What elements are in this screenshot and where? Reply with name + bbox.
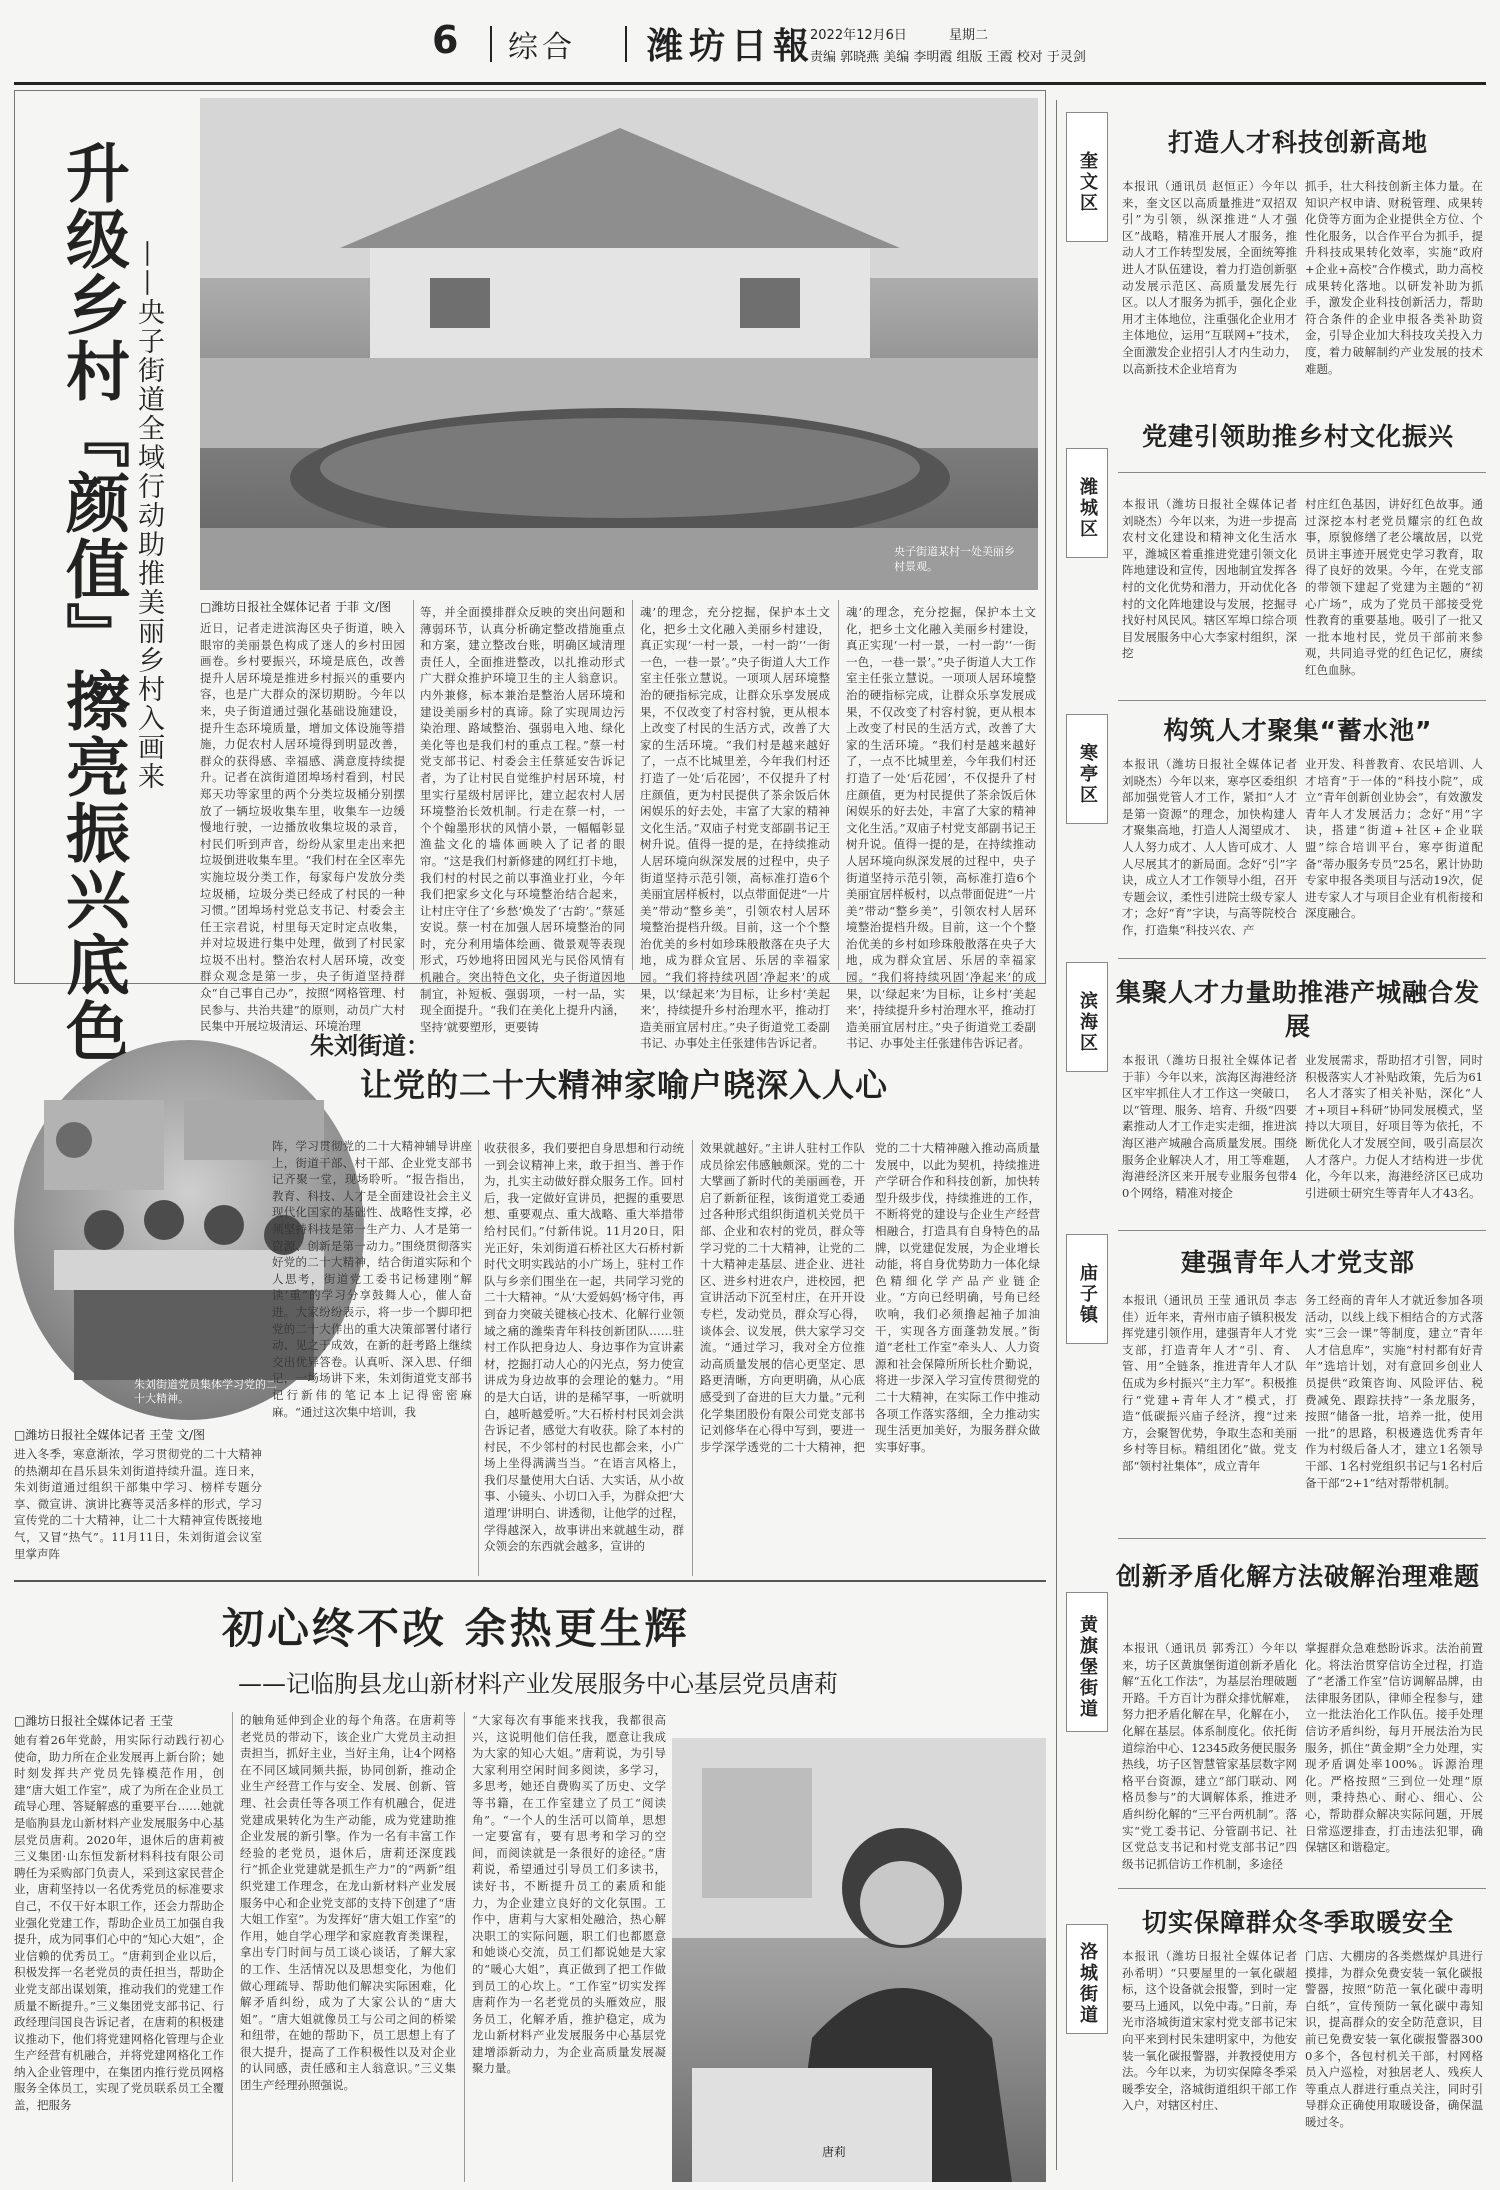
masthead-divider [625,26,627,62]
sidebar-rule [1118,472,1486,473]
zhuliu-body-col0: 进入冬季，寒意渐浓，学习贯彻党的二十大精神的热潮却在昌乐县朱刘街道持续升温。连日来，朱刘街道通过组织干部集中学习、榜样专题分享、微宣讲、演讲比赛等灵活多样的形式，学习宣传党的二十大精神，让二十大精神宣传既接地气，又冒“热气”。11月11日，朱刘街道会议室里掌声阵 [14,1447,262,1561]
tangli-byline: □潍坊日报社全媒体记者 王莹 [14,1714,174,1728]
lead-body-col1: 近日，记者走进滨海区央子街道，映入眼帘的美丽景色构成了迷人的乡村田园画卷。乡村要振兴，环境是底色，改善提升人居环境是推进乡村振兴的重要内容，也是广大群众的深切期盼。今年以来，央子街道通过强化基础设施建设，提升生态环境质量，增加文体设施等措施，力促农村人居环境得到明显改善，群众的获得感、幸福感、满意度持续提升。记者在滨街道团埠场村看到，村民郑天功等家里的两个分类垃圾桶分别摆放了一辆垃圾收集车里，收集车一边缓慢地行驶，一边播放收集垃圾的录音，村民们听到声音，纷纷从家里走出来把垃圾倒进收集车里。“我们村在全区率先实施垃圾分类工作，每家每户发放分类垃圾桶，垃圾分类已经成了村民的一种习惯。”团埠场村党总支书记、村委会主任王宗君说，村里每天定时定点收集，并对垃圾进行集中处理，做到了村民家垃圾不出村。整治农村人居环境，改变群众观念是第一步，央子街道坚持群众“自己事自己办”，按照“网格管理、村民参与、共治共建”的原则，动员广大村民集中开展垃圾清运、环境治理 [200,621,405,1034]
zhuliu-headline: 让党的二十大精神家喻户晓深入人心 [360,1066,889,1104]
sidebar-title: 构筑人才聚集“蓄水池” [1163,716,1433,745]
sidebar-rule [1118,700,1486,701]
sidebar-title: 创新矛盾化解方法破解治理难题 [1115,1562,1480,1591]
tangli-subhead: ——记临朐县龙山新材料产业发展服务中心基层党员唐莉 [238,1670,838,1698]
column-divider [692,1140,693,1576]
column-divider [232,1712,233,2182]
sidebar-body: 掌握群众急难愁盼诉求。法治前置化。将法治贯穿信访全过程，打造了“老潘工作室”信访调解品牌，由法律服务团队，律师全程参与，建立一批法治化工作队伍。接手处理信访矛盾纠纷，每月开展法治为民服务，抓住“黄金期”全力处理，实现矛盾调处率100%。诉源治理化。严格按照“三到位一处理”原则，秉持热心、耐心、细心、公心，帮助群众解决实际问题，开展日常巡逻排查，打击违法犯罪，确保辖区和谐稳定。 [1305,1641,1483,1855]
sidebar-body: 本报讯（潍坊日报社全媒体记者 于菲）今年以来，滨海区海港经济区牢牢抓住人才工作这一突破口，以“管理、服务、培育、升级”四要素推动人才工作走实走细，推进滨海区港产城融合高质量发展。围绕服务企业解决人才，用工等难题，海港经济区来开展专业服务包带40个网络，精准对接企 [1122,1053,1297,1200]
issue-date: 2022年12月6日 [810,28,907,43]
sidebar-district-tag: 滨海区 [1066,962,1108,1072]
lead-headline: 升级乡村『颜值』擦亮振兴底色 [55,140,130,1064]
sidebar-rule [1118,1538,1486,1539]
sidebar-district-tag: 潍城区 [1066,448,1108,558]
tangli-headline: 初心终不改 余热更生辉 [222,1604,690,1653]
sidebar-rule [1118,1230,1486,1231]
column-divider [632,600,633,970]
tangli-body-col3: “大家每次有事能来找我，我都很高兴，这说明他们信任我，愿意让我成为大家的知心大姐。”唐莉说，为引导大家利用空闲时间多阅读，多学习，多思考，她还自费购买了历史、文学等书籍，在工作室建立了员工“阅读角”。“一个人的生活可以简单，思想一定要富有，要有思考和学习的空间，而阅读就是一条很好的途径。”唐莉说，希望通过引导员工们多读书，读好书，不断提升员工的素质和能力，为企业建立良好的文化氛围。工作中，唐莉与大家相处融洽，热心解决职工的实际问题，职工们也都愿意和她谈心交流，员工们都说她是大家的“暖心大姐”，真正做到了把工作做到员工的心坎上。“工作室”切实发挥唐莉作为一名老党员的头雁效应，服务员工，化解矛盾，推护稳定，成为龙山新材料产业发展服务中心基层党建增添新动力，为企业高质量发展凝聚力量。 [472,1713,666,2076]
sidebar-body: 业开发、科普教育、农民培训、人才培育”于一体的“科技小院”，成立“青年创新创业协会”，有效激发青年人才发展活力；念好“用”字诀，搭建“街道+社区+企业联盟”综合培训平台，寒亭街道配备“蒂办服务专员”25名，累计协助专家申报各类项目与活动19次，促进专家人才与项目企业有机衔接和深度融合。 [1305,757,1483,921]
tangli-body-col2: 的触角延伸到企业的每个角落。在唐莉等老党员的带动下，该企业广大党员主动担责担当，抓好主业，当好主角，让4个网格在不同区域同频共振，协同创新，推动企业生产经营工作与安全、发展、创新、管理、社会责任等各项工作有机融合，促进党建成果转化为生产动能，成为党建助推企业发展的新引擎。作为一名有丰富工作经验的老党员，退休后，唐莉还深度践行“抓企业党建就是抓生产力”的“两新”组织党建工作理念，在龙山新材料产业发展服务中心和企业党支部的支持下创建了“唐大姐工作室”。为发挥好“唐大姐工作室”的作用，她自学心理学和家庭教育类课程，拿出专门时间与员工谈心谈话，了解大家的工作、生活情况以及思想变化，为他们做心理疏导、帮助他们解决实际困难，化解矛盾纠纷，成为了大家公认的“唐大姐”。“唐大姐就像员工与公司之间的桥梁和纽带，在她的帮助下，员工思想上有了很大提升，提高了工作积极性以及对企业的认同感，责任感和主人翁意识。”三义集团生产经理孙照强说。 [240,1713,456,2093]
sidebar-district-tag: 庙子镇 [1066,1234,1108,1344]
column-divider [478,1140,479,1576]
sidebar-rule [1118,1888,1486,1889]
sidebar-title: 打造人才科技创新高地 [1167,128,1428,157]
zhuliu-body-col2: 收获很多，我们要把自身思想和行动统一到会议精神上来，敢于担当、善于作为，扎实主动做好群众服务工作。回村后，我一定做好宣讲员，把握的重要思想、重要观点、重大战略、重大举措带给村民们。”付新伟说。11月20日，阳光正好，朱刘街道石桥社区大石桥村新时代文明实践站的小广场上，驻村工作队与乡亲们围坐在一起，共同学习党的二十大精神。“从‘大爱妈妈’杨守伟，再到奋力突破关键核心技术、化解行业领域之痛的潍柴青年科技创新团队……驻村工作队把身边人、身边事作为宣讲素材，挖掘打动人心的闪光点，努力使宣讲成为身边故事的会理论的魅力。“用的是大白话，讲的是稀罕事，一听就明白，越听越爱听。”大石桥村村民刘会洪告诉记者，感觉大有收获。除了本村的村民，不少邻村的村民也都会来，小广场上坐得满满当当。“在语言风格上，我们尽量使用大白话、大实话，从小故事、小镜头、小切口入手，为群众把‘大道理’讲明白、讲透彻，让他学的过程，学得越深入，故事讲出来就越生动，群众领会的东西就会越多，宣讲的 [484,1141,684,1554]
tangli-photo-caption: 唐莉 [822,2145,847,2159]
zhuliu-body-col3: 效果就越好。”主讲人驻村工作队成员徐宏伟感触颇深。党的二十大擘画了新时代的美丽画卷，开启了新新征程，该街道党工委通过各种形式组织街道机关党员干部、企业和农村的党员，群众等学习党的二十大精神，让党的二十大精神走基层、进企业、进社区、进乡村进农户，进校园，把宣讲活动下沉至村庄，在开开设专栏，发动党员，群众写心得，谈体会、议发展，供大家学习交流。“通过学习，我对全方位推动高质量发展的信心更坚定、思路更清晰，方向更明确，从心底感受到了奋进的巨大力量。”元利化学集团股份有限公司党支部书记刘修华在心得中写到，要进一步学深学透党的二十大精神，把党的二十大精神融入推动高质量发展中，以此为契机，持续推进产学研合作和科技创新，加快转型升级步伐，持续推进的工作，不断将党的建设与企业生产经营相融合，打造具有自身特色的品牌，以党建促发展，为企业增长动能，将自身优势助力一体化绿色精细化学产品产业链企业。“方向已经明确，号角已经吹响，我们必须撸起袖子加油干，实现各方面蓬勃发展。”街道“老杜工作室”牵头人、人力资源和社会保障所所长杜介勤说，将进一步深入学习宣传贯彻党的二十大精神，在实际工作中推动各项工作落实落细，全力推动实现生活更加美好，为服务群众做实事好事。 [700,1141,1040,1454]
sidebar-district-tag: 洛城街道 [1066,1924,1108,2034]
lead-body-col3: 魂’的理念，充分挖掘，保护本土文化，把乡土文化融入美丽乡村建设，真正实现‘一村一景，一村一韵’‘一街一色，一巷一景’。”央子街道人大工作室主任张立慧说。一项项人居环境整治的硬指标完成，让群众乐享发展成果，不仅改变了村容村貌，更从根本上改变了村民的生活方式，改善了大家的生活环境。“我们村是越来越好了，一点不比城里差，今年我们村还打造了一处‘后花园’，不仅提升了村庄颜值，更为村民提供了茶余饭后休闲娱乐的好去处，丰富了大家的精神文化生活。”双庙子村党支部副书记王树升说。值得一提的是，在持续推动人居环境向纵深发展的过程中，央子街道坚持示范引领，高标准打造6个美丽宜居样板村，以点带面促进“一片美”带动“整乡美”，引领农村人居环境整治提档升级。目前，这一个个整治优美的乡村如珍珠般散落在央子大地，成为群众宜居、乐居的幸福家园。“我们将持续巩固‘净起来’的成果，以‘绿起来’为目标，让乡村‘美起来’，持续提升乡村治理水平，推动打造美丽宜居村庄。”央子街道党工委副书记、办事处主任张建伟告诉记者。 [640,605,830,1051]
sidebar-body: 本报讯（潍坊日报社全媒体记者 孙希明）“只要屋里的一氧化碳超标，这个设备就会报警，到时一定要马上通风，以免中毒。”日前，寿光市洛城街道宋家村党支部书记宋向平来到村民朱建明家中，为他安装一氧化碳报警器，并教授使用方法。今年以来，为切实保障冬季采暖季安全，洛城街道组织干部工作入户，对辖区村庄、 [1122,1949,1297,2113]
sidebar-body: 抓手，壮大科技创新主体力量。在知识产权申请、财税管理、成果转化贷等方面为企业提供全方位、个性化服务，以合作平台为抓手，提升科技成果转化效率，实施“政府+企业+高校”合作模式，助力高校成果转化落地。以研发补助为抓手，激发企业科技创新活力，帮助符合条件的企业申报各类补助资金，引导企业加大科技攻关投入力度，着力破解制约产业发展的技术难题。 [1305,179,1483,376]
lead-photo [200,98,1038,590]
sidebar-body: 村庄红色基因，讲好红色故事。通过深挖本村老党员耀宗的红色故事，原貌修缮了老公壤故居，以党员讲主事迹开展党史学习教育，取得了良好的效果。今年，在党支部的带领下建起了党建为主题的“初心广场”，成为了党员干部接受党性教育的重要基地。吸引了一批又一批本地村民，党员干部前来参观，共同追寻党的红色记忆，赓续红色血脉。 [1305,497,1483,677]
lead-body-col2: 等，并全面摸排群众反映的突出问题和薄弱环节，认真分析确定整改措施重点和方案，建立整改台账，明确区域清理责任人，全面推进整改，以扎推动形式广大群众推护环境卫生的主人翁意识。内外兼修，标本兼治是整治人居环境和建设美丽乡村的真谛。除了实现周边污染治理、路域整治、强弱电入地、绿化美化等也是我们村的重点工程。”蔡一村党支部书记、村委会主任蔡延安告诉记者，为了让村民自觉维护村居环境，村里实行星级村居评比，建立起农村人居环境整治长效机制。行走在蔡一村，一个个翰墨形状的风情小景，一幅幅彰显渔盐文化的墙体画映入了记者的眼帘。“这是我们村新修建的网红打卡地，我们村的村民之前以事渔业打业，今年我们把家乡文化与环境整治结合起来，让村庄守住了‘乡愁’焕发了‘古韵’。”蔡延安说。蔡一村在加强人居环境整治的同时，充分利用墙体绘画、微景观等表现形式，巧妙地将田园风光与民俗风情有机融合。突出特色文化，央子街道因地制宜，补短板、强弱项，一村一品，实现全面提升。“我们在美化上提升内涵，坚持‘就要塑形，更要铸 [420,605,625,1034]
sidebar-body: 本报讯（通讯员 郭秀江）今年以来，坊子区黄旗堡街道创新矛盾化解“五化工作法”，为基层治理破题开路。千方百计为群众排忧解难，努力把矛盾化解在早，化解在小，化解在基层。体系制度化。依托街道综治中心、12345政务便民服务热线，坊子区智慧管家基层数字网格平台资源，建立“部门联动、网格员参与”的大调解体系，推进矛盾纠纷化解的“三平台两机制”。落实“党工委书记、分管副书记、社区党总支书记和村党支部书记”四级书记抓信访工作机制，多途径 [1122,1641,1297,1871]
column-divider [413,600,414,970]
sidebar-district-tag: 奎文区 [1066,112,1108,242]
masthead-rule [14,82,1486,85]
column-divider [838,600,839,970]
sidebar-title: 切实保障群众冬季取暖安全 [1141,1908,1454,1937]
zhuliu-body-col1: 阵，学习贯彻党的二十大精神辅导讲座上，街道干部、村干部、企业党支部书记齐聚一堂，现场聆听。“报告指出，教育、科技、人才是全面建设社会主义现代化国家的基础性、战略性支撑，必须坚持科技是第一生产力、人才是第一资源、创新是第一动力。”围绕贯彻落实好党的二十大精神，结合街道实际和个人思考，街道党工委书记杨建刚“解读‘重”的学习分享鼓舞人心，催人奋进。大家纷纷表示，将一步一个脚印把党的二十大作出的重大决策部署付诸行动、见之于成效，在新的赶考路上继续交出优异答卷。认真听、深入思、仔细记，一场场讲下来，朱刘街道党支部书记行新伟的笔记本上记得密密麻麻。“通过这次集中培训，我 [272,1139,472,1419]
lead-subhead: ——央子街道全域行动助推美丽乡村入画来 [133,240,164,791]
tangli-body-col1: 她有着26年党龄，用实际行动践行初心使命，助力所在企业发展再上新台阶；她时刻发挥共产党员先锋模范作用，创建“唐大姐工作室”，成了为所在企业员工疏导心理、答疑解惑的重要平台……她就是临朐县龙山新材料产业发展服务中心基层党员唐莉。2020年，退休后的唐莉被三义集团·山东恒发新材料科技有限公司聘任为采购部门负责人，采到这家民营企业，唐莉坚持以一名优秀党员的标准要求自己，不仅干好本职工作，还会力帮助企业强化党建工作，帮助企业员工加强自我提升，成为同事们心中的“知心大姐”，企业信赖的优秀员工。“唐莉到企业以后，积极发挥一名老党员的责任担当，帮助企业党支部出谋划策，推动我们的党建工作质量不断提升。”三义集团党支部书记、行政经理闫国良告诉记者，在唐莉的积极建议推动下，他们将党建网格化管理与企业生产经营有机融合，并将党建网格化工作纳入企业管理中，在集团内推行党员网格服务全体员工，实现了党员联系员工全覆盖，把服务 [14,1733,224,2113]
sidebar-body: 本报讯（潍坊日报社全媒体记者 刘晓杰）今年以来，寒亭区委组织部加强党管人才工作，紧扣“人才是第一资源”的理念，加快构建人才聚集高地，打造人人渴望成才、人人努力成才、人人皆可成才、人人尽展其才的新局面。念好“引”字诀，成立人才工作领导小组，召开专题会议，柔性引进院士级专家人才；念好“育”字诀，与高等院校合作，打造集“科技兴农、产 [1122,757,1297,937]
lead-body-col4: 魂’的理念，充分挖掘，保护本土文化，把乡土文化融入美丽乡村建设，真正实现‘一村一景，一村一韵’‘一街一色，一巷一景’。”央子街道人大工作室主任张立慧说。一项项人居环境整治的硬指标完成，让群众乐享发展成果，不仅改变了村容村貌，更从根本上改变了村民的生活方式，改善了大家的生活环境。“我们村是越来越好了，一点不比城里差，今年我们村还打造了一处‘后花园’，不仅提升了村庄颜值，更为村民提供了茶余饭后休闲娱乐的好去处，丰富了大家的精神文化生活。”双庙子村党支部副书记王树升说。值得一提的是，在持续推动人居环境向纵深发展的过程中，央子街道坚持示范引领，高标准打造6个美丽宜居样板村，以点带面促进“一片美”带动“整乡美”，引领农村人居环境整治提档升级。目前，这一个个整治优美的乡村如珍珠般散落在央子大地，成为群众宜居、乐居的幸福家园。“我们将持续巩固‘净起来’的成果，以‘绿起来’为目标，让乡村‘美起来’，持续提升乡村治理水平，推动打造美丽宜居村庄。”央子街道党工委副书记、办事处主任张建伟告诉记者。 [846,605,1036,1051]
newspaper-logo: 潍坊日報 [647,25,816,67]
sidebar-rule [1118,958,1486,959]
column-divider [464,1712,465,2182]
sidebar-district-tag: 黄旗堡街道 [1066,1592,1108,1732]
issue-weekday: 星期二 [949,28,989,43]
sidebar-body: 务工经商的青年人才就近参加各项活动，以线上线下相结合的方式落实“三会一课”等制度，建立“青年人才信息库”，实施“村村都有好青年”选培计划，对有意回乡创业人员提供“政策咨询、风险评估、税费减免、跟踪扶持”一条龙服务，按照“储备一批，培养一批，使用一批”的思路，积极遴选优秀青年作为村级后备人才，建立1名领导干部、1名村党组织书记与1名村后备干部“2+1”结对帮带机制。 [1305,1293,1483,1490]
sidebar-body: 本报讯（通讯员 赵恒正）今年以来，奎文区以高质量推进“双招双引”为引领，纵深推进“人才强区”战略，精准开展人才服务，推动人才工作转型发展，全面统筹推进人才队伍建设，着力打造创新驱动发展示范区、高质量发展先行区。以人才服务为抓手，强化企业用才主体地位，注重强化企业用才主体地位，运用“互联网+”技术，全面激发企业招引人才内生动力，以高新技术企业培育为 [1122,179,1297,376]
sidebar-district-tag: 寒亭区 [1066,714,1108,824]
masthead-divider [490,26,492,62]
zhuliu-byline: □潍坊日报社全媒体记者 王莹 文/图 [14,1428,206,1442]
sidebar-divider [1056,100,1057,2170]
section-name: 综合 [508,30,576,65]
sidebar-body: 业发展需求，帮助招才引智，同时积极落实人才补贴政策，先后为61名人才落实了相关补贴，深化“人才+项目+科研”协同发展模式，坚持以大项目，好项目等为依托，不断优化人才发展空间，吸引高层次人才落户。力促人才结构进一步优化，今年以来，海港经济区已成功引进硕士研究生等青年人才43名。 [1305,1053,1483,1200]
tangli-photo-scene [672,1738,1046,2182]
sidebar-body: 本报讯（潍坊日报社全媒体记者 刘晓杰）今年以来，为进一步提高农村文化建设和精神文化生活水平，潍城区着重推进党建引领文化阵地建设和宣传，因地制宜发挥各村的文化优势和潜力，开动优化各村的文化阵地建设与发展，挖掘寻找好村风民风。辖区军埠口综合项目发展服务中心大李家村组织，深挖 [1122,497,1297,661]
tangli-photo [672,1738,1046,2182]
lead-photo-caption: 央子街道某村一处美丽乡村景观。 [894,545,1015,573]
sidebar-body: 本报讯（通讯员 王莹 通讯员 李志佳）近年来，青州市庙子镇积极发挥党建引领作用，建强青年人才党支部，打造青年人才“引、育、管、用”全链条，推进青年人才队伍成为乡村振兴“主力军”。积极推行“党建+青年人才”模式，打造“低碳振兴庙子经济，搜“过来方，会聚智优势，争取生态和美丽乡村等目标。精组团化”做。党支部“领村社集体”，成立青年 [1122,1293,1297,1473]
page-number: 6 [432,18,459,62]
lead-photo-scene [200,98,1038,590]
sidebar-title: 建强青年人才党支部 [1180,1248,1415,1277]
lead-byline: □潍坊日报社全媒体记者 于菲 文/图 [200,600,392,614]
zhuliu-photo-caption: 朱刘街道党员集体学习党的二十大精神。 [134,1378,277,1405]
sidebar-body: 门店、大棚房的各类燃煤炉具进行摸排，为群众免费安装一氧化碳报警器，按照“防范一氧化碳中毒明白纸”，宣传预防一氧化碳中毒知识，提高群众的安全防范意识，目前已免费安装一氧化碳报警器3000多个，各包村机关干部，村网格员入户巡检，对独居老人、残疾人等重点人群进行重点关注，同时引导群众正确使用取暖设备，确保温暖过冬。 [1305,1949,1483,2129]
sidebar-title: 集聚人才力量助推港产城融合发展 [1115,978,1480,1041]
editorial-staff: 责编 郭晓燕 美编 李明霞 组版 王霞 校对 于灵剑 [810,50,1086,65]
dateline [810,24,988,43]
zhuliu-kicker: 朱刘街道： [310,1032,430,1060]
sidebar-title: 党建引领助推乡村文化振兴 [1110,414,1486,460]
